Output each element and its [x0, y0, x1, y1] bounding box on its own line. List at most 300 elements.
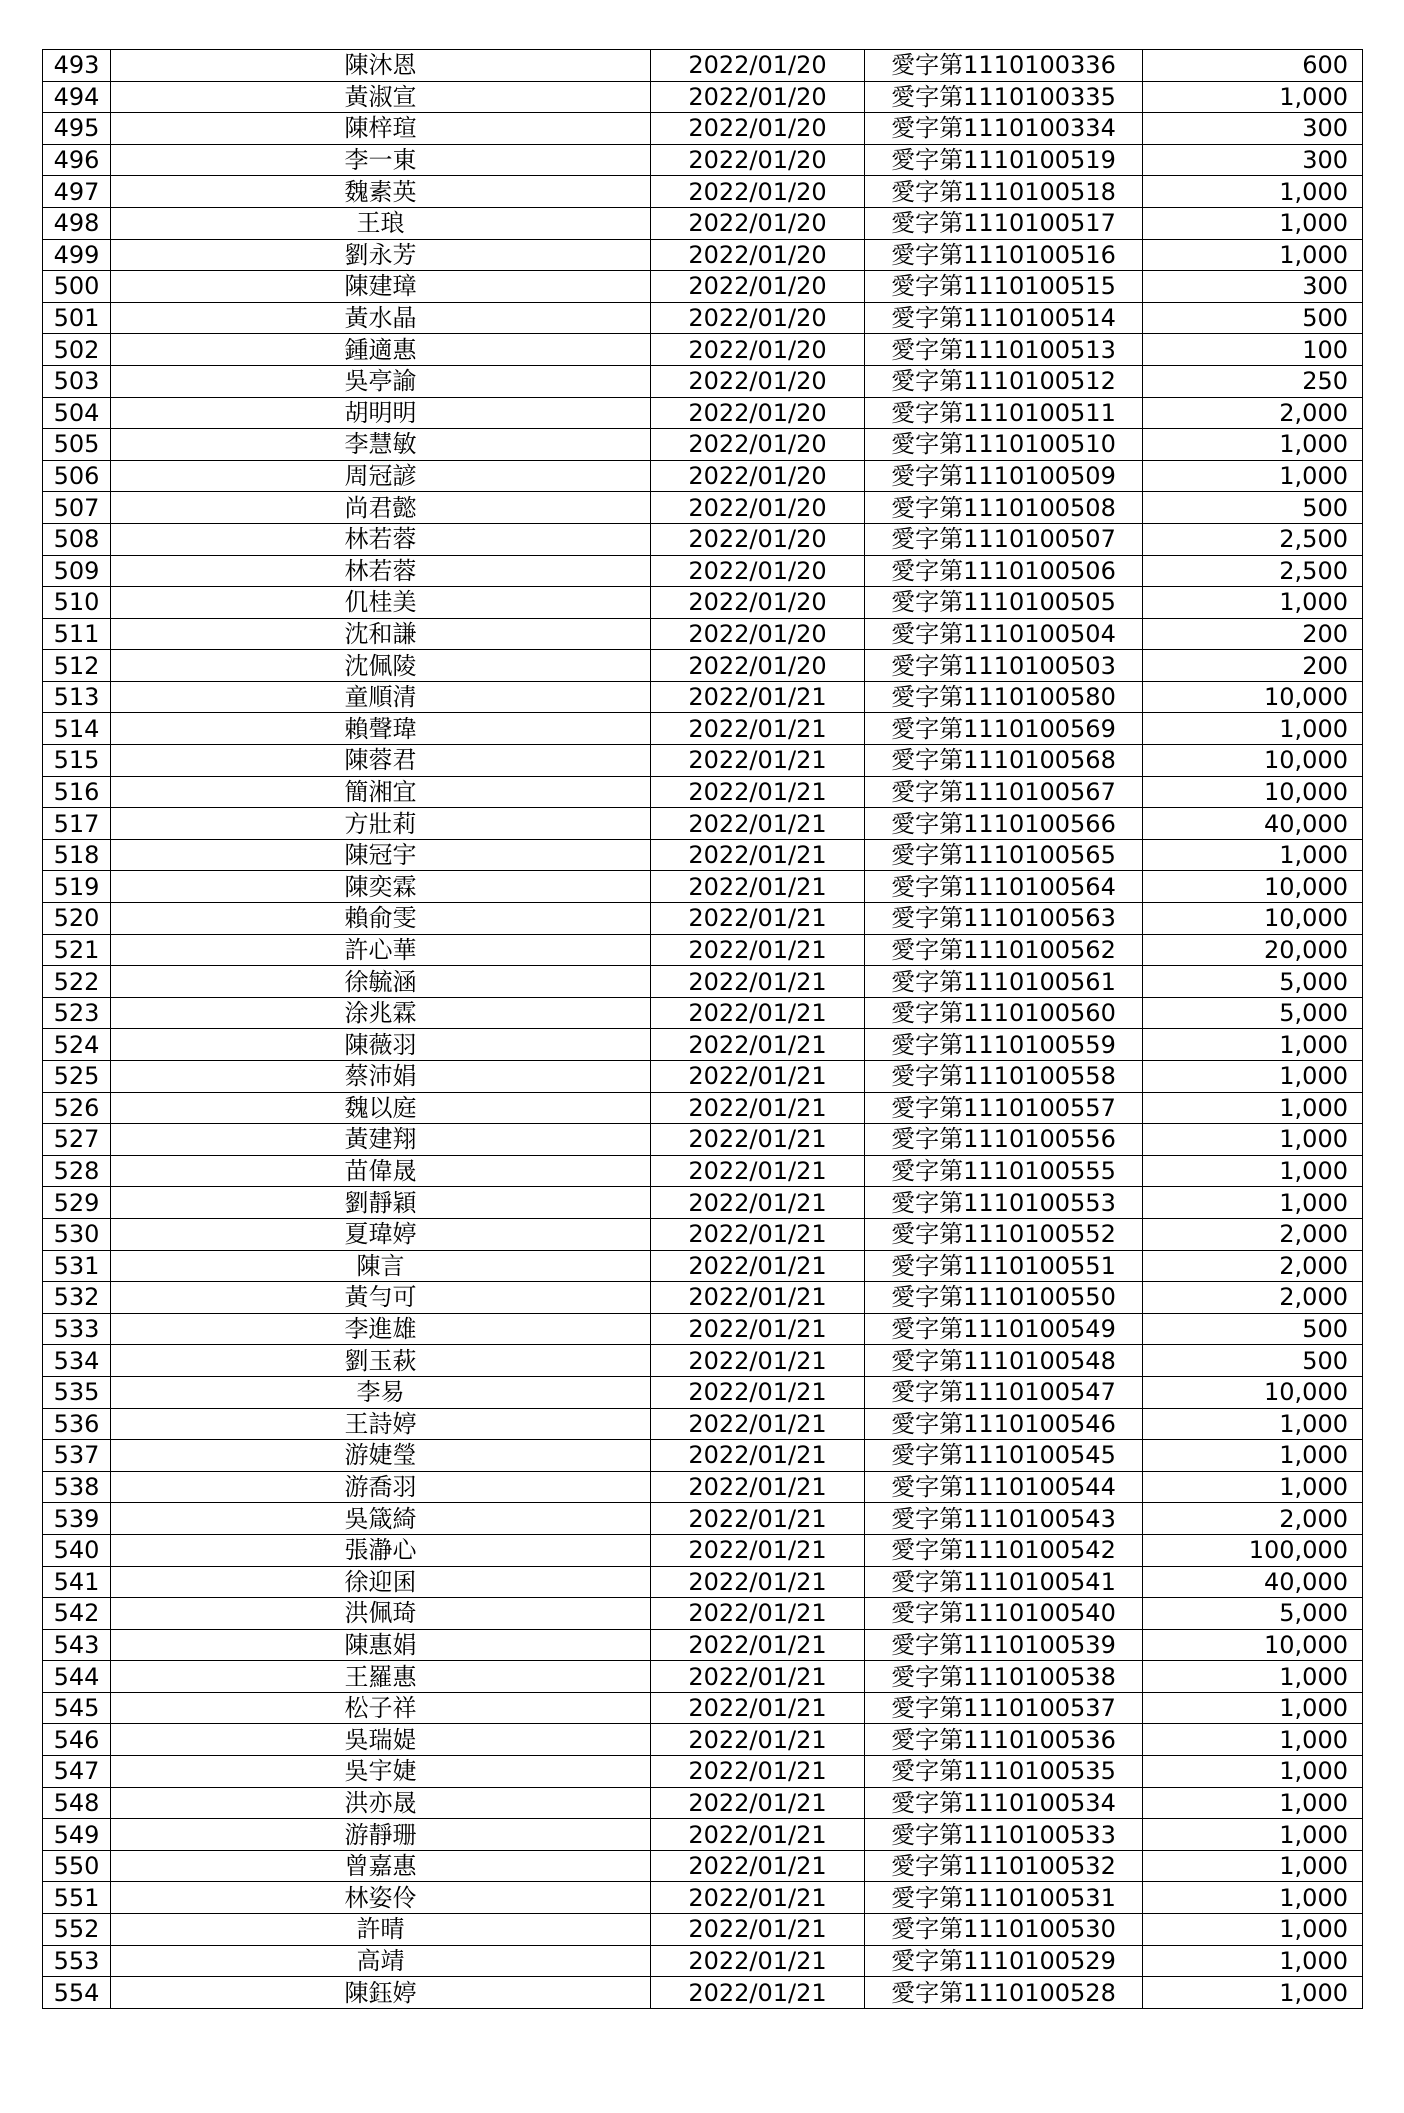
donor-name-cell: 王羅惠 — [111, 1661, 651, 1693]
donation-date-cell: 2022/01/21 — [651, 713, 865, 745]
row-number-cell: 521 — [43, 934, 111, 966]
donor-name-cell: 林若蓉 — [111, 523, 651, 555]
amount-cell: 1,000 — [1143, 1061, 1363, 1093]
table-row — [43, 1282, 1363, 1314]
donor-name-cell: 涂兆霖 — [111, 997, 651, 1029]
row-number-cell: 551 — [43, 1882, 111, 1914]
receipt-number-cell: 愛字第1110100503 — [865, 650, 1143, 682]
row-number-cell: 554 — [43, 1977, 111, 2009]
donor-name-cell: 吳箴綺 — [111, 1503, 651, 1535]
amount-cell: 2,000 — [1143, 1250, 1363, 1282]
donation-date-cell: 2022/01/20 — [651, 555, 865, 587]
receipt-number-cell: 愛字第1110100543 — [865, 1503, 1143, 1535]
table-row — [43, 1914, 1363, 1946]
row-number-cell: 505 — [43, 429, 111, 461]
table-row — [43, 239, 1363, 271]
donation-table-body — [43, 50, 1363, 2009]
amount-cell: 1,000 — [1143, 1977, 1363, 2009]
receipt-number-cell: 愛字第1110100533 — [865, 1819, 1143, 1851]
donation-date-cell: 2022/01/20 — [651, 650, 865, 682]
amount-cell: 2,500 — [1143, 555, 1363, 587]
table-row — [43, 1345, 1363, 1377]
amount-cell: 20,000 — [1143, 934, 1363, 966]
donor-name-cell: 陳鈺婷 — [111, 1977, 651, 2009]
donor-name-cell: 黃淑宣 — [111, 81, 651, 113]
table-row — [43, 334, 1363, 366]
receipt-number-cell: 愛字第1110100504 — [865, 618, 1143, 650]
table-row — [43, 1187, 1363, 1219]
row-number-cell: 519 — [43, 871, 111, 903]
row-number-cell: 500 — [43, 271, 111, 303]
row-number-cell: 518 — [43, 839, 111, 871]
table-row — [43, 1977, 1363, 2009]
row-number-cell: 545 — [43, 1692, 111, 1724]
table-row — [43, 1819, 1363, 1851]
receipt-number-cell: 愛字第1110100535 — [865, 1756, 1143, 1788]
row-number-cell: 515 — [43, 745, 111, 777]
row-number-cell: 517 — [43, 808, 111, 840]
table-row — [43, 397, 1363, 429]
donation-date-cell: 2022/01/21 — [651, 681, 865, 713]
table-row — [43, 1692, 1363, 1724]
donation-date-cell: 2022/01/21 — [651, 1092, 865, 1124]
receipt-number-cell: 愛字第1110100558 — [865, 1061, 1143, 1093]
donor-name-cell: 陳薇羽 — [111, 1029, 651, 1061]
donation-date-cell: 2022/01/21 — [651, 1850, 865, 1882]
amount-cell: 200 — [1143, 618, 1363, 650]
receipt-number-cell: 愛字第1110100510 — [865, 429, 1143, 461]
table-row — [43, 144, 1363, 176]
donor-name-cell: 陳蓉君 — [111, 745, 651, 777]
amount-cell: 2,500 — [1143, 523, 1363, 555]
table-row — [43, 966, 1363, 998]
receipt-number-cell: 愛字第1110100557 — [865, 1092, 1143, 1124]
donor-name-cell: 劉玉萩 — [111, 1345, 651, 1377]
row-number-cell: 549 — [43, 1819, 111, 1851]
receipt-number-cell: 愛字第1110100530 — [865, 1914, 1143, 1946]
donor-name-cell: 吳宇婕 — [111, 1756, 651, 1788]
table-row — [43, 523, 1363, 555]
donor-name-cell: 陳惠娟 — [111, 1629, 651, 1661]
amount-cell: 5,000 — [1143, 1598, 1363, 1630]
donation-date-cell: 2022/01/21 — [651, 934, 865, 966]
row-number-cell: 495 — [43, 113, 111, 145]
donation-date-cell: 2022/01/20 — [651, 397, 865, 429]
receipt-number-cell: 愛字第1110100515 — [865, 271, 1143, 303]
donation-date-cell: 2022/01/21 — [651, 1471, 865, 1503]
donor-name-cell: 游靜珊 — [111, 1819, 651, 1851]
donation-date-cell: 2022/01/20 — [651, 271, 865, 303]
donation-date-cell: 2022/01/21 — [651, 1124, 865, 1156]
receipt-number-cell: 愛字第1110100336 — [865, 50, 1143, 82]
receipt-number-cell: 愛字第1110100508 — [865, 492, 1143, 524]
amount-cell: 10,000 — [1143, 903, 1363, 935]
receipt-number-cell: 愛字第1110100537 — [865, 1692, 1143, 1724]
donor-name-cell: 李進雄 — [111, 1313, 651, 1345]
amount-cell: 40,000 — [1143, 1566, 1363, 1598]
donation-date-cell: 2022/01/21 — [651, 966, 865, 998]
row-number-cell: 498 — [43, 207, 111, 239]
table-row — [43, 271, 1363, 303]
row-number-cell: 534 — [43, 1345, 111, 1377]
row-number-cell: 514 — [43, 713, 111, 745]
donation-date-cell: 2022/01/21 — [651, 1661, 865, 1693]
receipt-number-cell: 愛字第1110100544 — [865, 1471, 1143, 1503]
amount-cell: 300 — [1143, 113, 1363, 145]
table-row — [43, 50, 1363, 82]
receipt-number-cell: 愛字第1110100517 — [865, 207, 1143, 239]
receipt-number-cell: 愛字第1110100509 — [865, 460, 1143, 492]
row-number-cell: 533 — [43, 1313, 111, 1345]
receipt-number-cell: 愛字第1110100541 — [865, 1566, 1143, 1598]
receipt-number-cell: 愛字第1110100528 — [865, 1977, 1143, 2009]
amount-cell: 1,000 — [1143, 1756, 1363, 1788]
receipt-number-cell: 愛字第1110100505 — [865, 587, 1143, 619]
receipt-number-cell: 愛字第1110100519 — [865, 144, 1143, 176]
donor-name-cell: 洪佩琦 — [111, 1598, 651, 1630]
donation-date-cell: 2022/01/20 — [651, 618, 865, 650]
donation-date-cell: 2022/01/21 — [651, 1756, 865, 1788]
table-row — [43, 997, 1363, 1029]
donor-name-cell: 陳沐恩 — [111, 50, 651, 82]
row-number-cell: 547 — [43, 1756, 111, 1788]
table-row — [43, 1503, 1363, 1535]
amount-cell: 1,000 — [1143, 1819, 1363, 1851]
amount-cell: 100 — [1143, 334, 1363, 366]
receipt-number-cell: 愛字第1110100555 — [865, 1155, 1143, 1187]
row-number-cell: 501 — [43, 302, 111, 334]
donation-date-cell: 2022/01/20 — [651, 365, 865, 397]
donation-date-cell: 2022/01/21 — [651, 871, 865, 903]
row-number-cell: 503 — [43, 365, 111, 397]
amount-cell: 1,000 — [1143, 176, 1363, 208]
donation-date-cell: 2022/01/21 — [651, 1218, 865, 1250]
row-number-cell: 532 — [43, 1282, 111, 1314]
amount-cell: 1,000 — [1143, 460, 1363, 492]
table-row — [43, 1376, 1363, 1408]
row-number-cell: 522 — [43, 966, 111, 998]
table-row — [43, 365, 1363, 397]
table-row — [43, 650, 1363, 682]
amount-cell: 1,000 — [1143, 1092, 1363, 1124]
table-row — [43, 1471, 1363, 1503]
table-row — [43, 1661, 1363, 1693]
donation-date-cell: 2022/01/20 — [651, 144, 865, 176]
receipt-number-cell: 愛字第1110100550 — [865, 1282, 1143, 1314]
receipt-number-cell: 愛字第1110100539 — [865, 1629, 1143, 1661]
row-number-cell: 537 — [43, 1440, 111, 1472]
table-row — [43, 776, 1363, 808]
donor-name-cell: 陳冠宇 — [111, 839, 651, 871]
receipt-number-cell: 愛字第1110100514 — [865, 302, 1143, 334]
amount-cell: 1,000 — [1143, 1787, 1363, 1819]
row-number-cell: 497 — [43, 176, 111, 208]
donation-date-cell: 2022/01/21 — [651, 1282, 865, 1314]
table-row — [43, 1250, 1363, 1282]
donor-name-cell: 簡湘宜 — [111, 776, 651, 808]
receipt-number-cell: 愛字第1110100529 — [865, 1945, 1143, 1977]
receipt-number-cell: 愛字第1110100506 — [865, 555, 1143, 587]
row-number-cell: 523 — [43, 997, 111, 1029]
receipt-number-cell: 愛字第1110100531 — [865, 1882, 1143, 1914]
amount-cell: 1,000 — [1143, 1408, 1363, 1440]
row-number-cell: 506 — [43, 460, 111, 492]
row-number-cell: 546 — [43, 1724, 111, 1756]
donation-date-cell: 2022/01/21 — [651, 1155, 865, 1187]
amount-cell: 1,000 — [1143, 1471, 1363, 1503]
table-row — [43, 1850, 1363, 1882]
donation-date-cell: 2022/01/20 — [651, 523, 865, 555]
donation-date-cell: 2022/01/21 — [651, 1566, 865, 1598]
receipt-number-cell: 愛字第1110100516 — [865, 239, 1143, 271]
donor-name-cell: 童順清 — [111, 681, 651, 713]
row-number-cell: 512 — [43, 650, 111, 682]
receipt-number-cell: 愛字第1110100536 — [865, 1724, 1143, 1756]
receipt-number-cell: 愛字第1110100532 — [865, 1850, 1143, 1882]
donation-date-cell: 2022/01/20 — [651, 239, 865, 271]
donation-date-cell: 2022/01/21 — [651, 997, 865, 1029]
donation-date-cell: 2022/01/21 — [651, 839, 865, 871]
row-number-cell: 496 — [43, 144, 111, 176]
amount-cell: 10,000 — [1143, 776, 1363, 808]
row-number-cell: 544 — [43, 1661, 111, 1693]
donation-date-cell: 2022/01/20 — [651, 176, 865, 208]
donor-name-cell: 曾嘉惠 — [111, 1850, 651, 1882]
donor-name-cell: 魏素英 — [111, 176, 651, 208]
receipt-number-cell: 愛字第1110100567 — [865, 776, 1143, 808]
table-row — [43, 681, 1363, 713]
row-number-cell: 499 — [43, 239, 111, 271]
amount-cell: 600 — [1143, 50, 1363, 82]
row-number-cell: 502 — [43, 334, 111, 366]
donor-name-cell: 徐毓涵 — [111, 966, 651, 998]
amount-cell: 1,000 — [1143, 1945, 1363, 1977]
receipt-number-cell: 愛字第1110100552 — [865, 1218, 1143, 1250]
donor-name-cell: 沈佩陵 — [111, 650, 651, 682]
donor-name-cell: 許晴 — [111, 1914, 651, 1946]
row-number-cell: 540 — [43, 1534, 111, 1566]
row-number-cell: 550 — [43, 1850, 111, 1882]
donation-date-cell: 2022/01/21 — [651, 1345, 865, 1377]
row-number-cell: 527 — [43, 1124, 111, 1156]
row-number-cell: 520 — [43, 903, 111, 935]
row-number-cell: 538 — [43, 1471, 111, 1503]
donation-date-cell: 2022/01/21 — [651, 1598, 865, 1630]
amount-cell: 500 — [1143, 1313, 1363, 1345]
row-number-cell: 528 — [43, 1155, 111, 1187]
donor-name-cell: 賴聲瑋 — [111, 713, 651, 745]
donation-date-cell: 2022/01/20 — [651, 81, 865, 113]
amount-cell: 100,000 — [1143, 1534, 1363, 1566]
donor-name-cell: 胡明明 — [111, 397, 651, 429]
donor-name-cell: 徐迎囷 — [111, 1566, 651, 1598]
donation-date-cell: 2022/01/21 — [651, 903, 865, 935]
row-number-cell: 543 — [43, 1629, 111, 1661]
table-row — [43, 81, 1363, 113]
donation-date-cell: 2022/01/21 — [651, 1787, 865, 1819]
row-number-cell: 541 — [43, 1566, 111, 1598]
row-number-cell: 531 — [43, 1250, 111, 1282]
receipt-number-cell: 愛字第1110100568 — [865, 745, 1143, 777]
amount-cell: 300 — [1143, 271, 1363, 303]
donation-date-cell: 2022/01/21 — [651, 776, 865, 808]
donor-name-cell: 游喬羽 — [111, 1471, 651, 1503]
row-number-cell: 542 — [43, 1598, 111, 1630]
table-row — [43, 1155, 1363, 1187]
donor-name-cell: 李一東 — [111, 144, 651, 176]
receipt-number-cell: 愛字第1110100534 — [865, 1787, 1143, 1819]
donation-date-cell: 2022/01/21 — [651, 745, 865, 777]
amount-cell: 200 — [1143, 650, 1363, 682]
donation-date-cell: 2022/01/21 — [651, 1914, 865, 1946]
row-number-cell: 553 — [43, 1945, 111, 1977]
donor-name-cell: 仉桂美 — [111, 587, 651, 619]
amount-cell: 1,000 — [1143, 207, 1363, 239]
donor-name-cell: 松子祥 — [111, 1692, 651, 1724]
amount-cell: 300 — [1143, 144, 1363, 176]
receipt-number-cell: 愛字第1110100507 — [865, 523, 1143, 555]
donor-name-cell: 李慧敏 — [111, 429, 651, 461]
amount-cell: 40,000 — [1143, 808, 1363, 840]
amount-cell: 1,000 — [1143, 839, 1363, 871]
donor-name-cell: 林姿伶 — [111, 1882, 651, 1914]
table-row — [43, 1945, 1363, 1977]
receipt-number-cell: 愛字第1110100556 — [865, 1124, 1143, 1156]
donor-name-cell: 夏瑋婷 — [111, 1218, 651, 1250]
row-number-cell: 535 — [43, 1376, 111, 1408]
receipt-number-cell: 愛字第1110100511 — [865, 397, 1143, 429]
donor-name-cell: 林若蓉 — [111, 555, 651, 587]
donor-name-cell: 王琅 — [111, 207, 651, 239]
amount-cell: 1,000 — [1143, 1692, 1363, 1724]
donor-name-cell: 賴俞雯 — [111, 903, 651, 935]
amount-cell: 5,000 — [1143, 997, 1363, 1029]
donation-date-cell: 2022/01/20 — [651, 50, 865, 82]
row-number-cell: 511 — [43, 618, 111, 650]
donor-name-cell: 高靖 — [111, 1945, 651, 1977]
table-row — [43, 555, 1363, 587]
receipt-number-cell: 愛字第1110100563 — [865, 903, 1143, 935]
table-row — [43, 1061, 1363, 1093]
row-number-cell: 509 — [43, 555, 111, 587]
amount-cell: 1,000 — [1143, 81, 1363, 113]
receipt-number-cell: 愛字第1110100569 — [865, 713, 1143, 745]
amount-cell: 500 — [1143, 1345, 1363, 1377]
receipt-number-cell: 愛字第1110100545 — [865, 1440, 1143, 1472]
table-row — [43, 1534, 1363, 1566]
table-row — [43, 713, 1363, 745]
table-row — [43, 1882, 1363, 1914]
receipt-number-cell: 愛字第1110100559 — [865, 1029, 1143, 1061]
receipt-number-cell: 愛字第1110100561 — [865, 966, 1143, 998]
table-row — [43, 618, 1363, 650]
amount-cell: 1,000 — [1143, 1661, 1363, 1693]
table-row — [43, 492, 1363, 524]
donor-name-cell: 劉永芳 — [111, 239, 651, 271]
amount-cell: 10,000 — [1143, 1629, 1363, 1661]
donation-date-cell: 2022/01/21 — [651, 1250, 865, 1282]
donor-name-cell: 張瀞心 — [111, 1534, 651, 1566]
amount-cell: 10,000 — [1143, 681, 1363, 713]
donor-name-cell: 吳亭諭 — [111, 365, 651, 397]
amount-cell: 250 — [1143, 365, 1363, 397]
table-row — [43, 1724, 1363, 1756]
donation-date-cell: 2022/01/21 — [651, 1061, 865, 1093]
donation-date-cell: 2022/01/21 — [651, 1187, 865, 1219]
table-row — [43, 934, 1363, 966]
amount-cell: 1,000 — [1143, 1882, 1363, 1914]
row-number-cell: 493 — [43, 50, 111, 82]
receipt-number-cell: 愛字第1110100565 — [865, 839, 1143, 871]
receipt-number-cell: 愛字第1110100512 — [865, 365, 1143, 397]
row-number-cell: 494 — [43, 81, 111, 113]
table-row — [43, 460, 1363, 492]
table-row — [43, 1787, 1363, 1819]
amount-cell: 2,000 — [1143, 1503, 1363, 1535]
row-number-cell: 524 — [43, 1029, 111, 1061]
donation-date-cell: 2022/01/21 — [651, 1882, 865, 1914]
receipt-number-cell: 愛字第1110100564 — [865, 871, 1143, 903]
donation-date-cell: 2022/01/21 — [651, 1945, 865, 1977]
donor-name-cell: 苗偉晟 — [111, 1155, 651, 1187]
receipt-number-cell: 愛字第1110100542 — [865, 1534, 1143, 1566]
receipt-number-cell: 愛字第1110100548 — [865, 1345, 1143, 1377]
receipt-number-cell: 愛字第1110100551 — [865, 1250, 1143, 1282]
row-number-cell: 525 — [43, 1061, 111, 1093]
donation-date-cell: 2022/01/21 — [651, 808, 865, 840]
receipt-number-cell: 愛字第1110100335 — [865, 81, 1143, 113]
donation-date-cell: 2022/01/21 — [651, 1534, 865, 1566]
donor-name-cell: 黃建翔 — [111, 1124, 651, 1156]
table-row — [43, 903, 1363, 935]
row-number-cell: 513 — [43, 681, 111, 713]
donation-date-cell: 2022/01/21 — [651, 1440, 865, 1472]
donor-name-cell: 黃勻可 — [111, 1282, 651, 1314]
donation-date-cell: 2022/01/21 — [651, 1819, 865, 1851]
receipt-number-cell: 愛字第1110100540 — [865, 1598, 1143, 1630]
table-row — [43, 1440, 1363, 1472]
row-number-cell: 526 — [43, 1092, 111, 1124]
donor-name-cell: 陳建璋 — [111, 271, 651, 303]
donation-date-cell: 2022/01/20 — [651, 334, 865, 366]
table-row — [43, 113, 1363, 145]
table-row — [43, 839, 1363, 871]
table-row — [43, 302, 1363, 334]
donor-name-cell: 陳奕霖 — [111, 871, 651, 903]
table-row — [43, 1029, 1363, 1061]
amount-cell: 1,000 — [1143, 1440, 1363, 1472]
donation-date-cell: 2022/01/20 — [651, 587, 865, 619]
donor-name-cell: 吳瑞媞 — [111, 1724, 651, 1756]
donation-date-cell: 2022/01/21 — [651, 1977, 865, 2009]
table-row — [43, 1629, 1363, 1661]
donor-name-cell: 方壯莉 — [111, 808, 651, 840]
row-number-cell: 516 — [43, 776, 111, 808]
donor-name-cell: 李易 — [111, 1376, 651, 1408]
amount-cell: 1,000 — [1143, 429, 1363, 461]
donor-name-cell: 沈和謙 — [111, 618, 651, 650]
table-row — [43, 1756, 1363, 1788]
table-row — [43, 1408, 1363, 1440]
donation-table — [42, 49, 1363, 2009]
amount-cell: 2,000 — [1143, 397, 1363, 429]
receipt-number-cell: 愛字第1110100562 — [865, 934, 1143, 966]
table-row — [43, 1218, 1363, 1250]
row-number-cell: 530 — [43, 1218, 111, 1250]
amount-cell: 10,000 — [1143, 871, 1363, 903]
row-number-cell: 507 — [43, 492, 111, 524]
table-row — [43, 1598, 1363, 1630]
